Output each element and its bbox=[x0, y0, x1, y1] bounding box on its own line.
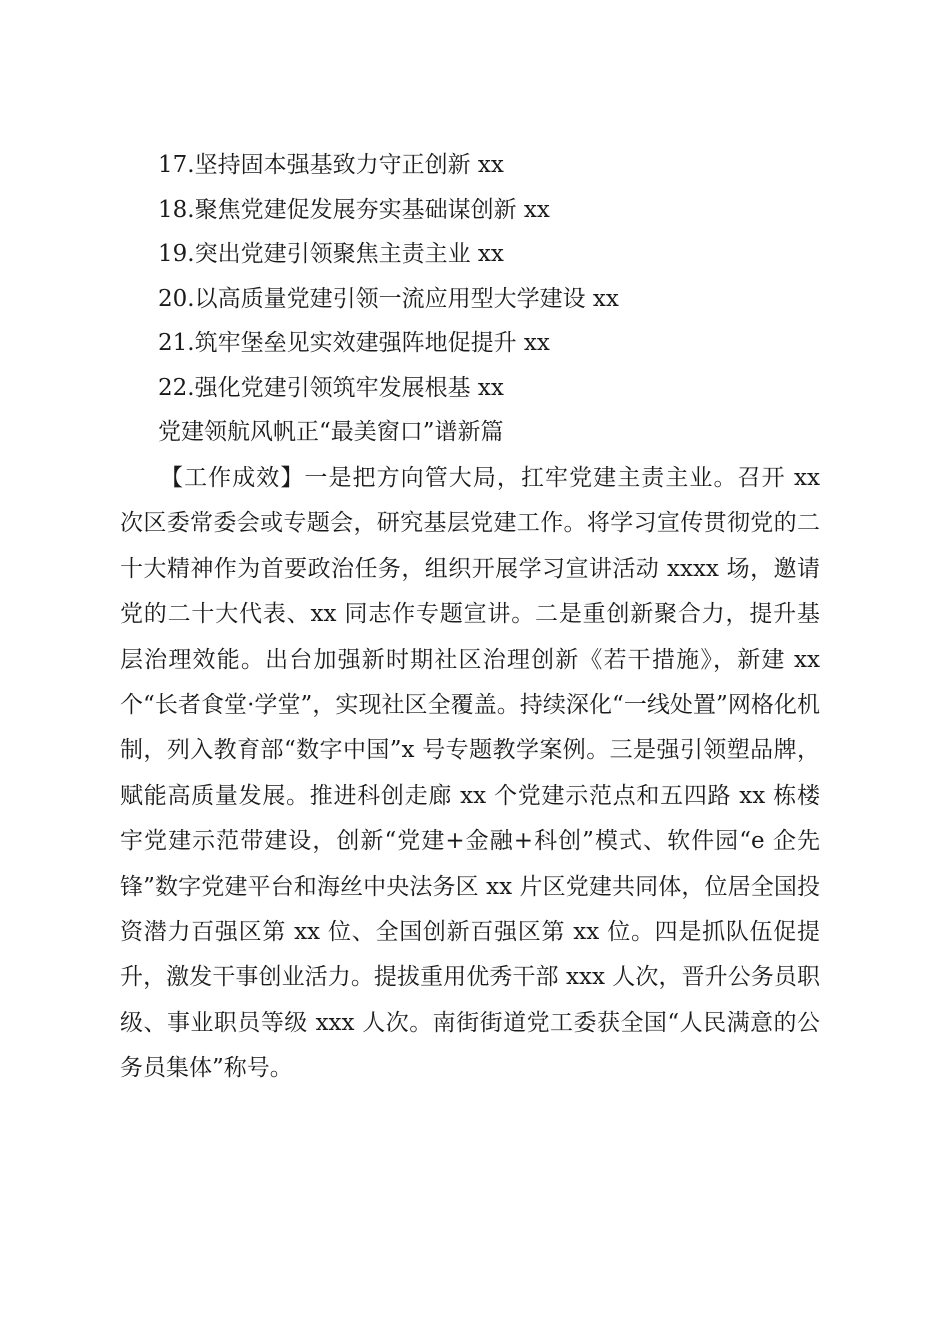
list-item: 20.以高质量党建引领一流应用型大学建设 xx bbox=[158, 285, 619, 312]
section-subtitle: 党建领航风帆正“最美窗口”谱新篇 bbox=[158, 419, 504, 445]
list-item: 19.突出党建引领聚焦主责主业 xx bbox=[158, 241, 504, 268]
list-item: 22.强化党建引领筑牢发展根基 xx bbox=[158, 374, 504, 401]
list-item: 21.筑牢堡垒见实效建强阵地促提升 xx bbox=[158, 330, 550, 357]
list-item: 17.坚持固本强基致力守正创新 xx bbox=[158, 152, 504, 178]
paragraph-lead: 【工作成效】 bbox=[160, 465, 305, 491]
body-paragraph bbox=[120, 456, 820, 1092]
title-list bbox=[158, 143, 619, 411]
paragraph-text: 一是把方向管大局，扛牢党建主责主业。召开 xx 次区委常委会或专题会，研究基层党建工作。将学习宣传贯彻党的二十大精神作为首要政治任务，组织开展学习宣讲活动 xxxx 场，邀请党的二十大代表、xx 同志作专题宣讲。二是重创新聚合力，提升基层治理效能。出台加强新时期社区治理创新《若干措施》，新建 xx 个“长者食堂·学堂”，实现社区全覆盖。持续深化“一线处置”网格化机制，列入教育部“数字中国”x 号专题教学案例。三是强引领塑品牌，赋能高质量发展。推进科创走廊 xx 个党建示范点和五四路 xx 栋楼宇党建示范带建设，创新“党建+金融+科创”模式、软件园“e 企先锋”数字党建平台和海丝中央法务区 xx 片区党建共同体，位居全国投资潜力百强区第 xx 位、全国创新百强区第 xx 位。四是抓队伍促提升，激发干事创业活力。提拔重用优秀干部 xxx 人次，晋升公务员职级、事业职员等级 xxx 人次。南街街道党工委获全国“人民满意的公务员集体”称号。 bbox=[120, 465, 820, 1082]
list-item: 18.聚焦党建促发展夯实基础谋创新 xx bbox=[158, 196, 550, 223]
